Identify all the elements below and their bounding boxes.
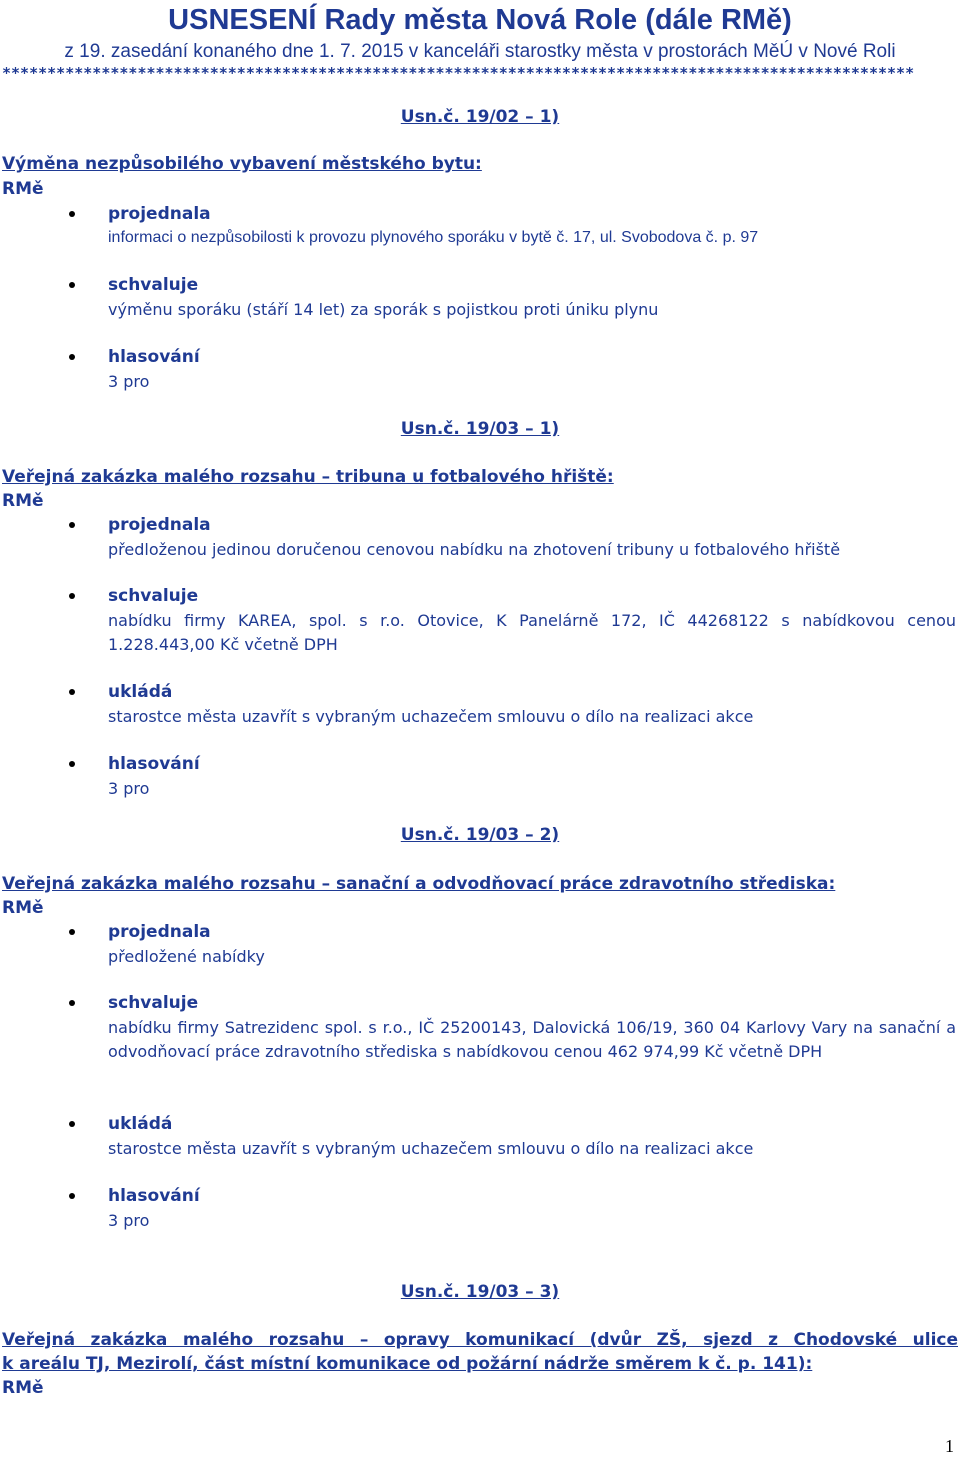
bullet-icon bbox=[69, 354, 75, 360]
item-text: předloženou jedinou doručenou cenovou nabídku na zhotovení tribuny u fotbalového hřiště bbox=[108, 540, 841, 559]
resolution-number: Usn.č. 19/03 – 3) bbox=[400, 1282, 560, 1302]
item-label: hlasování bbox=[108, 347, 200, 367]
item-label: hlasování bbox=[108, 1186, 200, 1206]
bullet-icon bbox=[69, 1193, 75, 1199]
bullet-icon bbox=[69, 689, 75, 695]
bullet-icon bbox=[69, 282, 75, 288]
rme-label: RMě bbox=[2, 179, 44, 199]
item-label: projednala bbox=[108, 204, 211, 224]
item-text: předložené nabídky bbox=[108, 947, 265, 966]
item-text: nabídku firmy Satrezidenc spol. s r.o., IČ 25200143, Dalovická 106/19, 360 04 Karlovy Vary na sanační a odvodňovací práce zdravotního střediska s nabídkovou cenou 462 974,99 Kč včetně DPH bbox=[108, 1018, 956, 1061]
bullet-icon bbox=[69, 522, 75, 528]
resolution-heading: Veřejná zakázka malého rozsahu – sanační a odvodňovací práce zdravotního střediska: bbox=[2, 874, 836, 894]
resolution-heading-line1: Veřejná zakázka malého rozsahu – opravy komunikací (dvůr ZŠ, sjezd z Chodovské ulice bbox=[2, 1330, 958, 1350]
document-title: USNESENÍ Rady města Nová Role (dále RMě) bbox=[168, 4, 792, 36]
item-label: projednala bbox=[108, 515, 211, 535]
bullet-icon bbox=[69, 1121, 75, 1127]
bullet-icon bbox=[69, 929, 75, 935]
bullet-icon bbox=[69, 761, 75, 767]
rme-label: RMě bbox=[2, 1378, 44, 1398]
item-text: 3 pro bbox=[108, 372, 150, 391]
item-text: 3 pro bbox=[108, 779, 150, 798]
rme-label: RMě bbox=[2, 898, 44, 918]
item-label: projednala bbox=[108, 922, 211, 942]
item-text: informaci o nezpůsobilosti k provozu plynového sporáku v bytě č. 17, ul. Svobodova č. p. 97 bbox=[108, 229, 759, 246]
item-label: schvaluje bbox=[108, 275, 199, 295]
bullet-icon bbox=[69, 593, 75, 599]
item-text: starostce města uzavřít s vybraným uchazečem smlouvu o dílo na realizaci akce bbox=[108, 1139, 754, 1158]
item-label: schvaluje bbox=[108, 993, 199, 1013]
resolution-number: Usn.č. 19/03 – 1) bbox=[400, 419, 560, 439]
resolution-heading-line2: k areálu TJ, Mezirolí, část místní komunikace od požární nádrže směrem k č. p. 141): bbox=[2, 1354, 813, 1374]
rme-label: RMě bbox=[2, 491, 44, 511]
resolution-heading: Veřejná zakázka malého rozsahu – tribuna u fotbalového hřiště: bbox=[2, 467, 614, 487]
separator-stars: ***************************************************************************************************** bbox=[2, 64, 915, 82]
item-text: 3 pro bbox=[108, 1211, 150, 1230]
resolution-number: Usn.č. 19/03 – 2) bbox=[400, 825, 560, 845]
item-text: nabídku firmy KAREA, spol. s r.o. Otovice, K Panelárně 172, IČ 44268122 s nabídkovou cenou 1.228.443,00 Kč včetně DPH bbox=[108, 611, 956, 654]
page-number: 1 bbox=[945, 1436, 954, 1456]
resolution-number: Usn.č. 19/02 – 1) bbox=[400, 107, 560, 127]
item-label: schvaluje bbox=[108, 586, 199, 606]
resolution-heading: Výměna nezpůsobilého vybavení městského bytu: bbox=[2, 154, 482, 174]
item-text: starostce města uzavřít s vybraným uchazečem smlouvu o dílo na realizaci akce bbox=[108, 707, 754, 726]
item-text: výměnu sporáku (stáří 14 let) za sporák s pojistkou proti úniku plynu bbox=[108, 300, 659, 319]
item-label: ukládá bbox=[108, 1114, 173, 1134]
bullet-icon bbox=[69, 211, 75, 217]
bullet-icon bbox=[69, 1000, 75, 1006]
document-subtitle: z 19. zasedání konaného dne 1. 7. 2015 v kanceláři starostky města v prostorách MěÚ v Nové Roli bbox=[64, 41, 896, 62]
item-label: hlasování bbox=[108, 754, 200, 774]
item-label: ukládá bbox=[108, 682, 173, 702]
